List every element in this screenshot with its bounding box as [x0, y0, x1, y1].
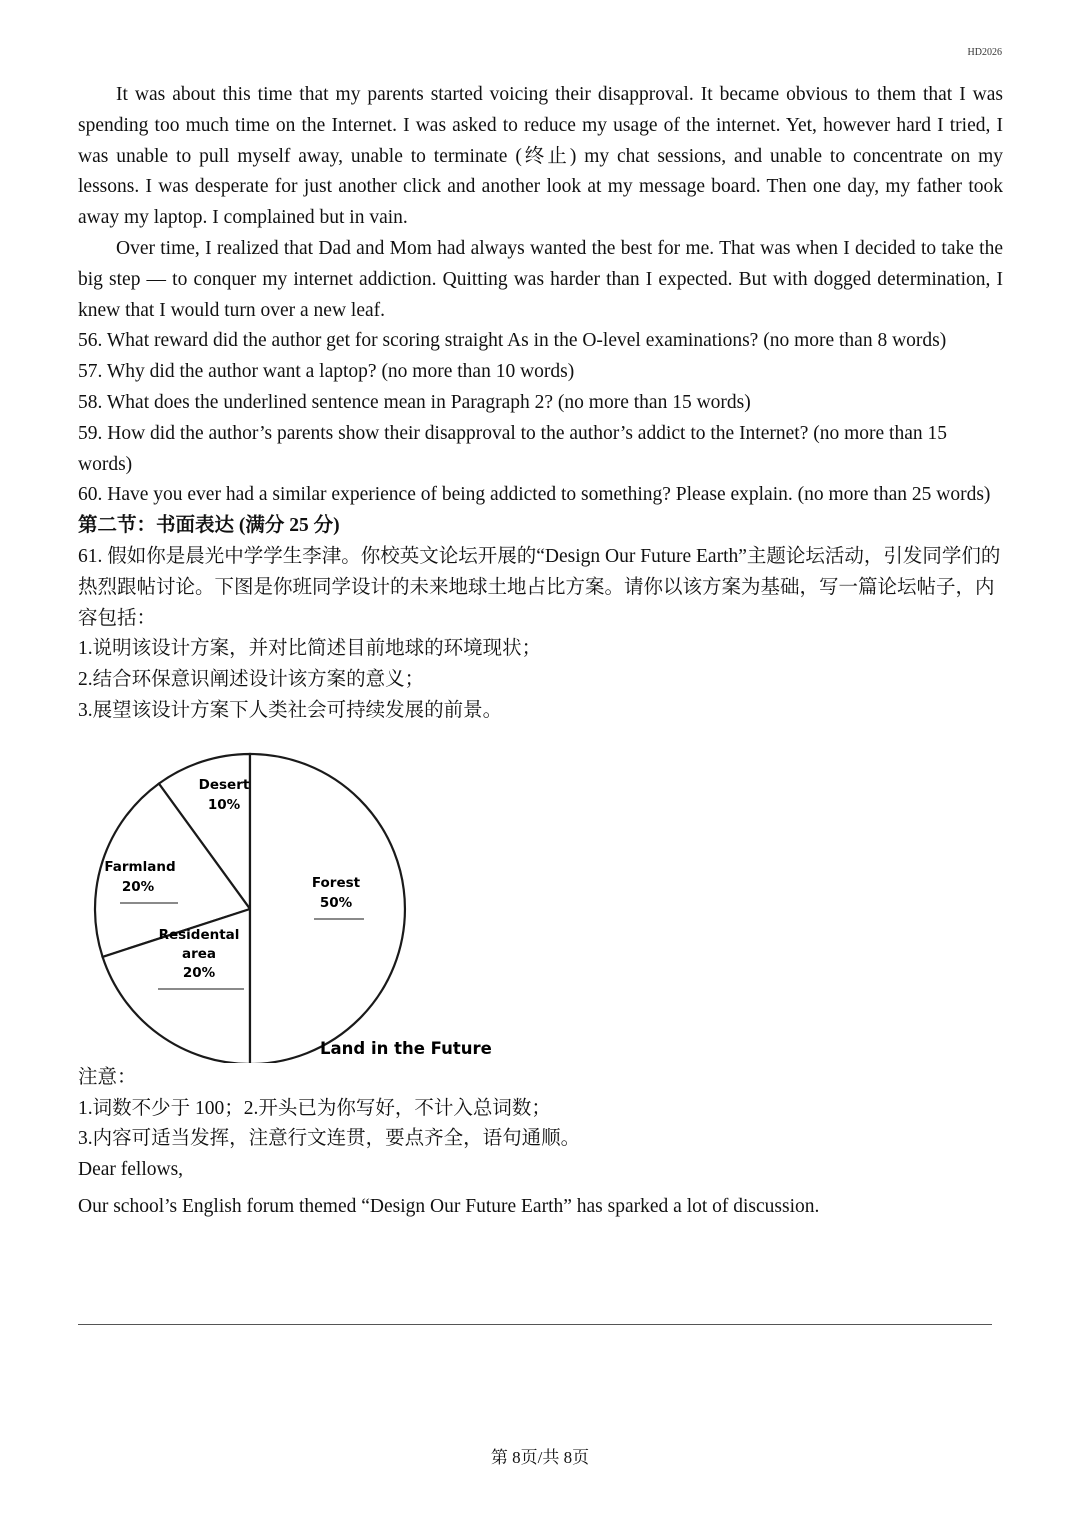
- slice-label-residential-line1: Residental: [158, 926, 240, 943]
- header-code: HD2026: [967, 47, 1002, 58]
- letter-opening: Our school’s English forum themed “Design Our Future Earth” has sparked a lot of discussion.: [78, 1195, 820, 1217]
- slice-label-farmland: Farmland: [104, 858, 176, 875]
- passage-paragraph: Over time, I realized that Dad and Mom had always wanted the best for me. That was when I decided to take the big step — to conquer my internet addiction. Quitting was harder than I expected. But with dogged determination, I knew that I would turn over a new leaf.: [78, 237, 1003, 321]
- chart-title: Land in the Future: [320, 1038, 492, 1058]
- slice-value-desert: 10%: [207, 796, 241, 813]
- land-pie-chart: [74, 733, 534, 1063]
- prompt-point-1: 1.说明该设计方案，并对比简述目前地球的环境现状；: [78, 638, 542, 660]
- letter-greeting: Dear fellows,: [78, 1159, 184, 1181]
- prompt-point-3: 3.展望该设计方案下人类社会可持续发展的前景。: [78, 699, 503, 721]
- prompt-point-2: 2.结合环保意识阐述设计该方案的意义；: [78, 669, 425, 691]
- pie-chart-svg: [74, 733, 534, 1063]
- question-59: 59. How did the author’s parents show their disapproval to the author’s addict to the Internet? (no more than 15 words): [78, 422, 947, 475]
- page-content: [78, 80, 1003, 1223]
- pie-slices: [95, 754, 405, 1063]
- note-item-1: 1.词数不少于 100；2.开头已为你写好，不计入总词数；: [78, 1097, 551, 1119]
- question-57: 57. Why did the author want a laptop? (no more than 10 words): [78, 361, 575, 383]
- answer-line: [78, 1324, 992, 1325]
- section-heading: 第二节：书面表达 (满分 25 分): [78, 515, 340, 537]
- slice-label-residential-line2: area: [181, 945, 217, 962]
- slice-value-forest: 50%: [319, 894, 353, 911]
- slice-value-farmland: 20%: [121, 878, 155, 895]
- notes-heading: 注意：: [78, 1066, 137, 1088]
- passage-paragraph: It was about this time that my parents started voicing their disapproval. It became obvious to them that I was spending too much time on the Internet. I was asked to reduce my usage of the internet. Yet, however hard I tried, I was unable to pull myself away, unable to terminate (终止) my chat sessions, and unable to concentrate on my lessons. I was desperate for just another click and another look at my message board. Then one day, my father took away my laptop. I complained but in vain.: [78, 84, 1003, 229]
- page-number: 第 8页/共 8页: [490, 1448, 590, 1467]
- question-60: 60. Have you ever had a similar experience of being addicted to something? Please explain. (no more than 25 words): [78, 484, 991, 506]
- writing-prompt: 61. 假如你是晨光中学学生李津。你校英文论坛开展的“Design Our Future Earth”主题论坛活动，引发同学们的热烈跟帖讨论。下图是你班同学设计的未来地球土地占比方案。请你以该方案为基础，写一篇论坛帖子，内容包括：: [78, 545, 1001, 629]
- slice-label-desert: Desert: [198, 776, 250, 793]
- question-58: 58. What does the underlined sentence mean in Paragraph 2? (no more than 15 words): [78, 391, 751, 413]
- note-item-2: 3.内容可适当发挥，注意行文连贯，要点齐全，语句通顺。: [78, 1128, 581, 1150]
- question-56: 56. What reward did the author get for scoring straight As in the O-level examinations? (no more than 8 words): [78, 330, 947, 352]
- slice-label-forest: Forest: [311, 874, 361, 891]
- slice-value-residential: 20%: [182, 964, 216, 981]
